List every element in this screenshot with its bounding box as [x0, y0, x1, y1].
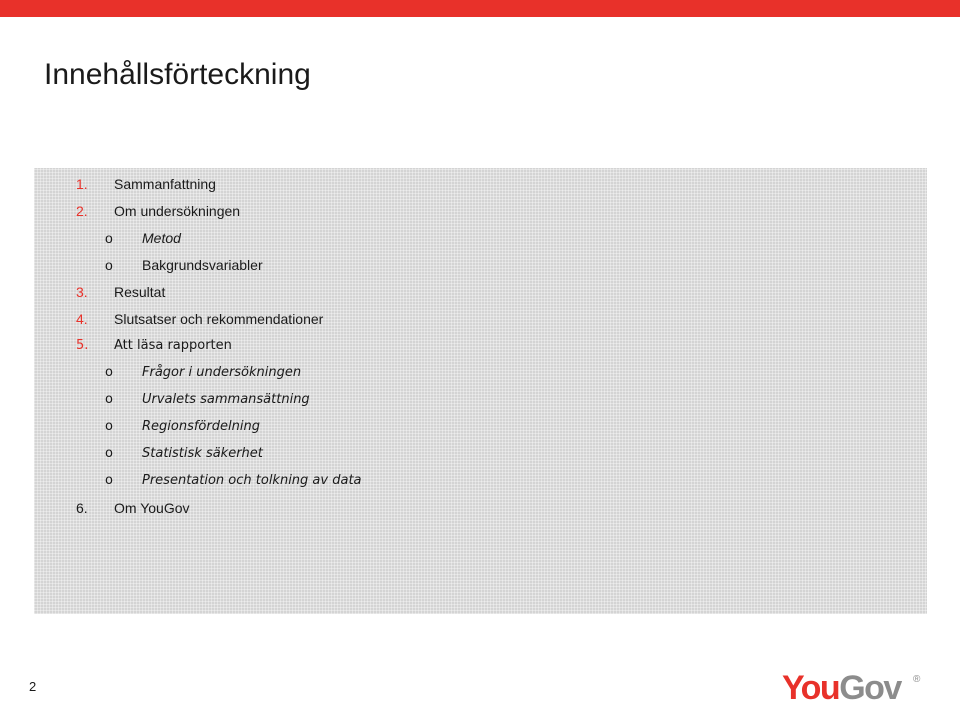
toc-item-number: 2. — [76, 203, 88, 219]
bullet-icon: o — [105, 446, 113, 461]
toc-panel — [34, 168, 927, 614]
toc-item-number: 4. — [76, 311, 88, 327]
logo-you-text: YouGov — [782, 669, 901, 704]
toc-item-number: 1. — [76, 176, 88, 192]
top-accent-bar — [0, 0, 960, 17]
bullet-icon: o — [105, 257, 113, 273]
page-title: Innehållsförteckning — [44, 58, 311, 91]
toc-subitem-label: Statistisk säkerhet — [142, 446, 263, 461]
toc-item-number: 6. — [76, 500, 88, 516]
bullet-icon: o — [105, 392, 113, 407]
toc-item-label: Sammanfattning — [114, 176, 216, 192]
bullet-icon: o — [105, 473, 113, 488]
toc-subitem-label: Metod — [142, 230, 181, 246]
toc-subitem-label: Urvalets sammansättning — [142, 392, 310, 407]
toc-subitem-label: Bakgrundsvariabler — [142, 257, 263, 273]
page-number: 2 — [29, 679, 37, 694]
registered-mark: ® — [913, 674, 921, 685]
yougov-logo-mark — [782, 668, 927, 704]
toc-item-label: Att läsa rapporten — [114, 338, 232, 353]
toc-item-label: Om undersökningen — [114, 203, 241, 219]
toc-subitem-label: Frågor i undersökningen — [142, 365, 302, 380]
bullet-icon: o — [105, 365, 113, 380]
toc-subitem-label: Regionsfördelning — [142, 419, 260, 434]
toc-item-label: Om YouGov — [114, 500, 190, 516]
yougov-logo — [782, 668, 927, 704]
bullet-icon: o — [105, 419, 113, 434]
toc-subitem-label: Presentation och tolkning av data — [142, 473, 362, 488]
toc-item-number: 5. — [76, 338, 89, 353]
bullet-icon: o — [105, 230, 113, 246]
toc-item-label: Resultat — [114, 284, 166, 300]
toc-item-number: 3. — [76, 284, 88, 300]
toc-item-label: Slutsatser och rekommendationer — [114, 311, 324, 327]
